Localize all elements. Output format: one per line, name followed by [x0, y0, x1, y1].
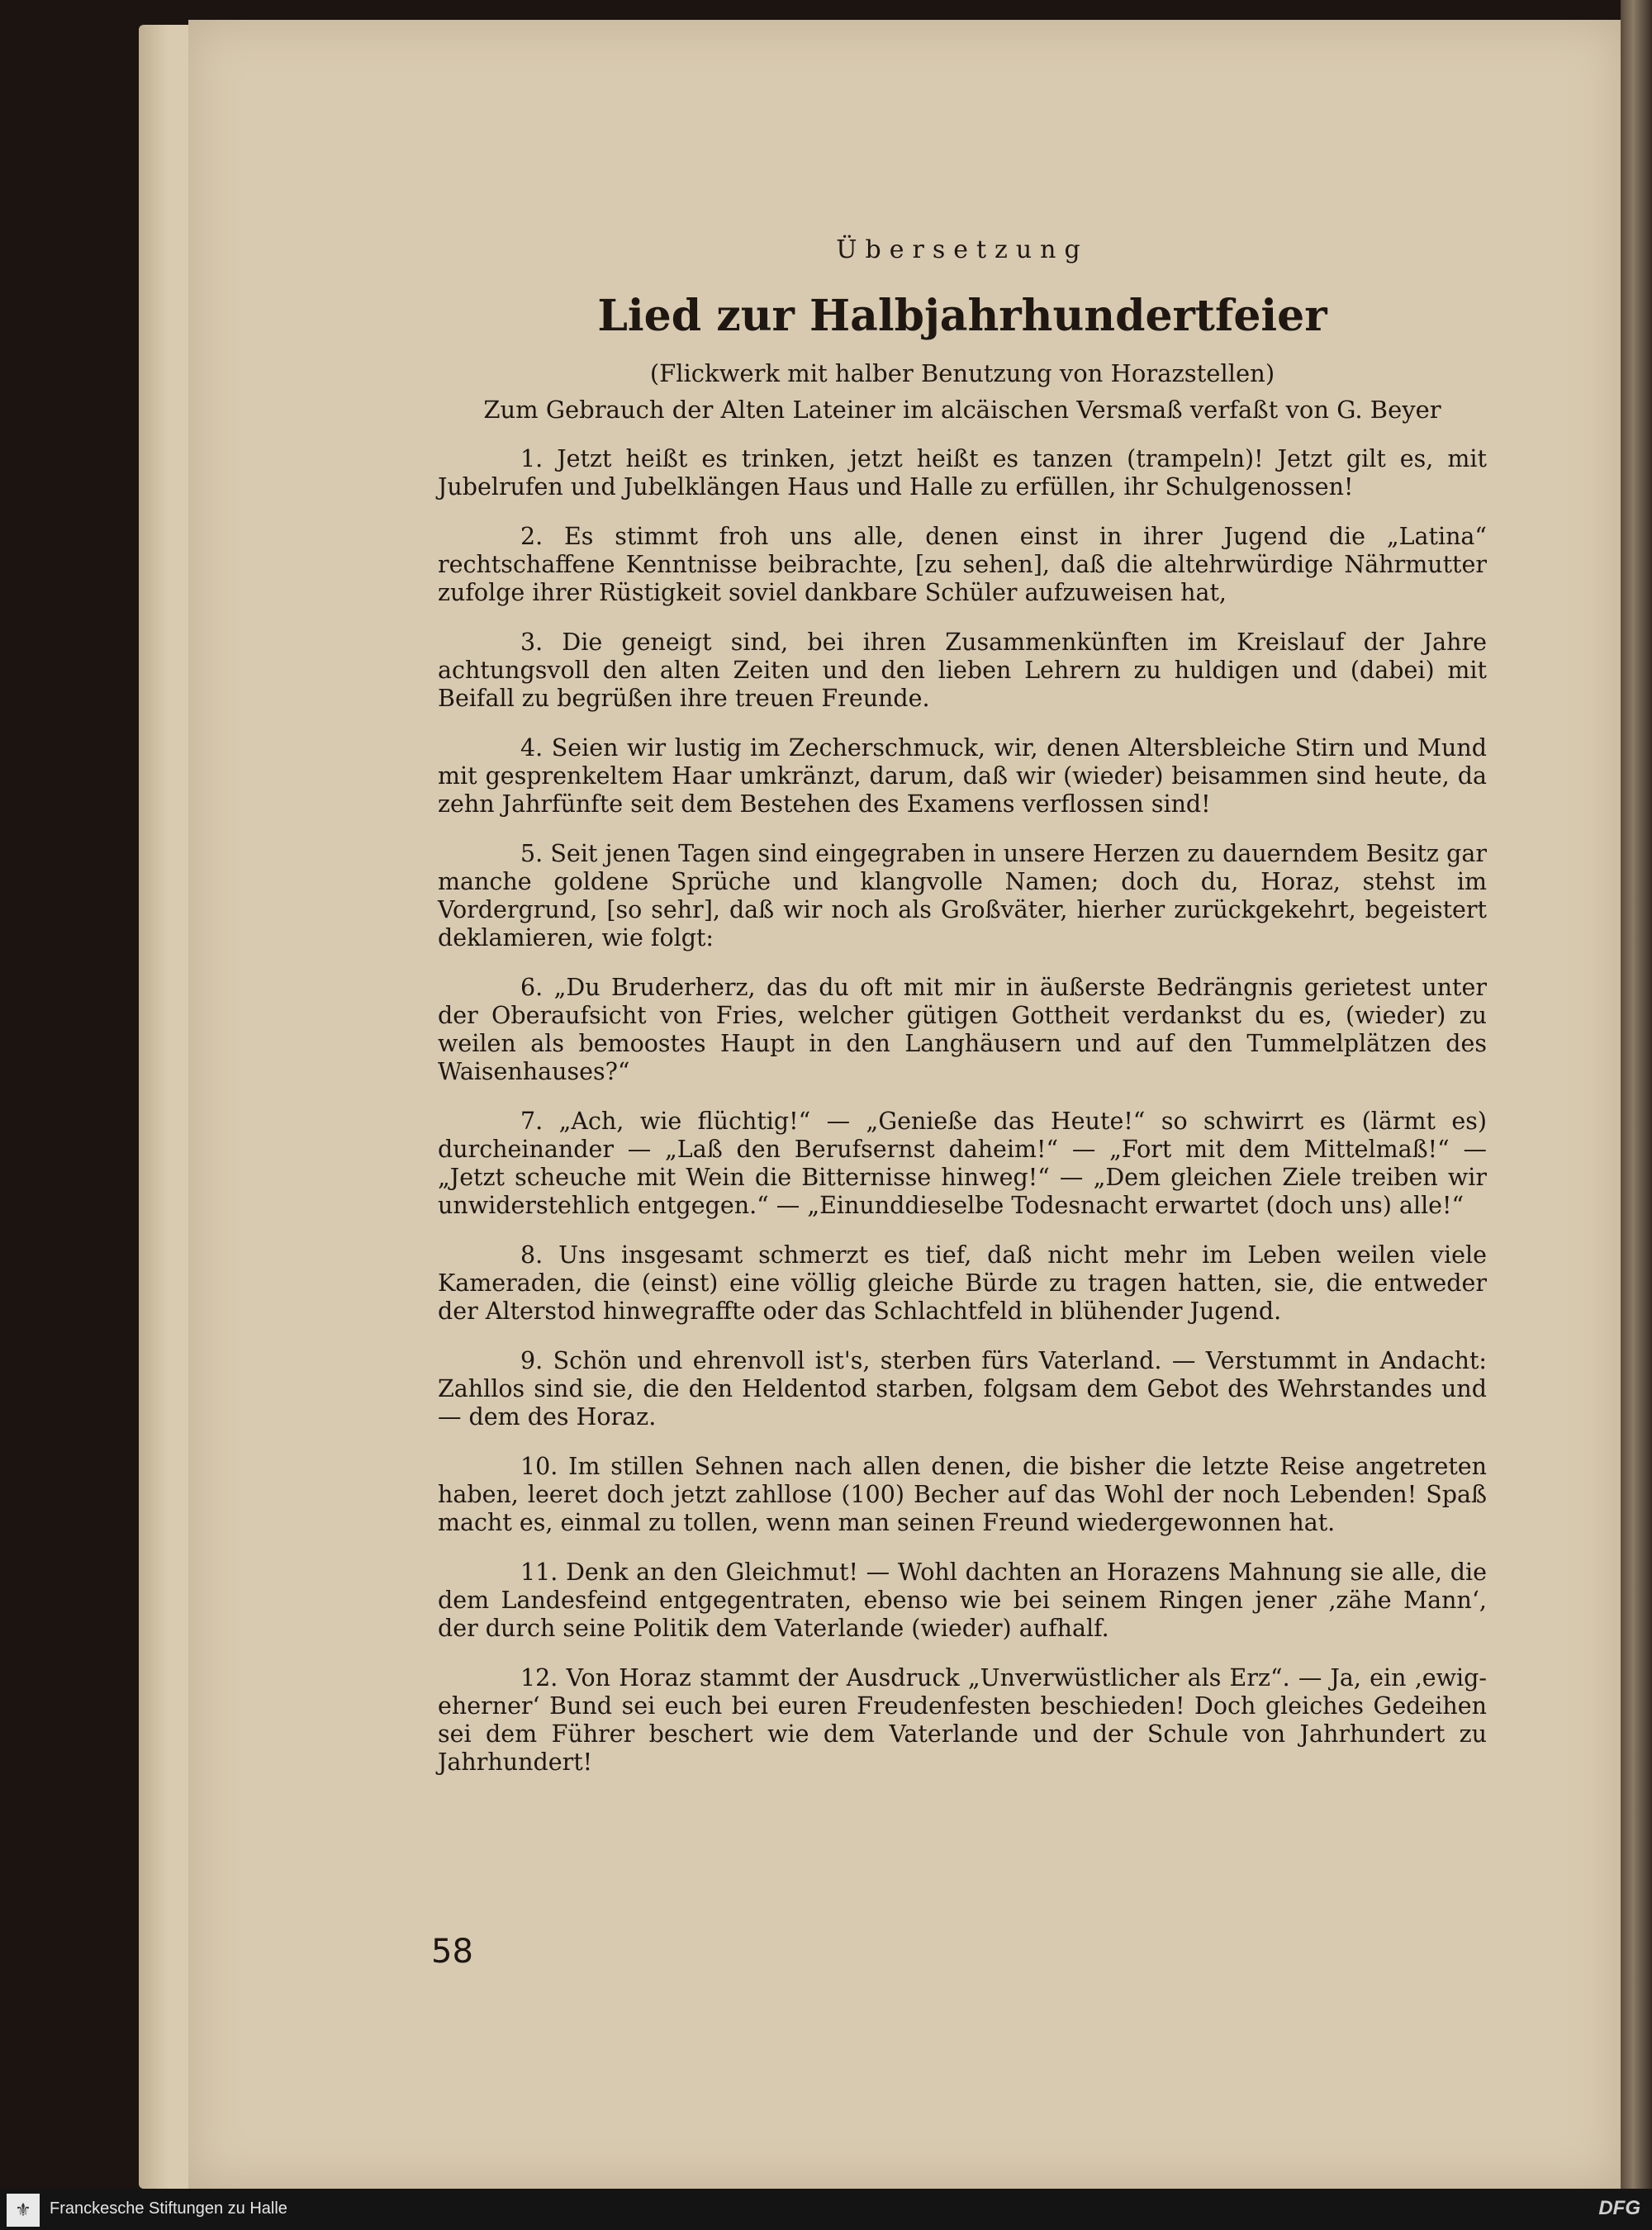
stanza-5: 5. Seit jenen Tagen sind eingegraben in unsere Herzen zu dauerndem Besitz gar manche goldene Sprüche und klangvolle Namen; doch du, Horaz, stehst im Vordergrund, [so sehr], daß wir noch als Großväter, hierher zurückgekehrt, begeistert deklamieren, wie folgt:	[438, 840, 1487, 951]
stanza-3: 3. Die geneigt sind, bei ihren Zusammenkünften im Kreislauf der Jahre achtungsvoll den alten Zeiten und den lieben Lehrern zu huldigen und (dabei) mit Beifall zu begrüßen ihre treuen Freunde.	[438, 629, 1487, 712]
institution-name[interactable]: Franckesche Stiftungen zu Halle	[50, 2199, 287, 2218]
stanza-8: 8. Uns insgesamt schmerzt es tief, daß nicht mehr im Leben weilen viele Kameraden, die (einst) eine völlig gleiche Bürde zu tragen hatten, sie, die entweder der Alterstod hinwegraffte oder das Schlachtfeld in blühender Jugend.	[438, 1241, 1487, 1325]
stanza-7: 7. „Ach, wie flüchtig!“ — „Genieße das Heute!“ so schwirrt es (lärmt es) durcheinander — „Laß den Berufsernst daheim!“ — „Fort mit dem Mittelmaß!“ — „Jetzt scheuche mit Wein die Bitternisse hinweg!“ — „Dem gleichen Ziele treiben wir unwiderstehlich entgegen.“ — „Einunddieselbe Todesnacht erwartet (doch uns) alle!“	[438, 1108, 1487, 1219]
dfg-logo[interactable]: DFG	[1598, 2197, 1640, 2219]
page-text	[438, 235, 1487, 1798]
stanza-1: 1. Jetzt heißt es trinken, jetzt heißt es tanzen (trampeln)! Jetzt gilt es, mit Jubelrufen und Jubelklängen Haus und Halle zu erfüllen, ihr Schulgenossen!	[438, 445, 1487, 501]
stanza-2: 2. Es stimmt froh uns alle, denen einst in ihrer Jugend die „Latina“ rechtschaffene Kenntnisse beibrachte, [zu sehen], daß die altehrwürdige Nährmutter zufolge ihrer Rüstigkeit soviel dankbare Schüler aufzuweisen hat,	[438, 523, 1487, 606]
stanza-9: 9. Schön und ehrenvoll ist's, sterben fürs Vaterland. — Verstummt in Andacht: Zahllos sind sie, die den Heldentod starben, folgsam dem Gebot des Wehrstandes und — dem des Horaz.	[438, 1347, 1487, 1431]
stanza-11: 11. Denk an den Gleichmut! — Wohl dachten an Horazens Mahnung sie alle, die dem Landesfeind entgegentraten, ebenso wie bei seinem Ringen jener ‚zähe Mann‘, der durch seine Politik dem Vaterlande (wieder) aufhalf.	[438, 1559, 1487, 1642]
page-number: 58	[431, 1933, 473, 1971]
book-spine-strip	[1621, 0, 1652, 2189]
stanza-4: 4. Seien wir lustig im Zecherschmuck, wir, denen Altersbleiche Stirn und Mund mit gesprenkeltem Haar umkränzt, darum, daß wir (wieder) beisammen sind heute, da zehn Jahrfünfte seit dem Bestehen des Examens verflossen sind!	[438, 734, 1487, 818]
page-title: Lied zur Halbjahrhundertfeier	[597, 291, 1327, 341]
page-subtitle: (Flickwerk mit halber Benutzung von Horazstellen)	[649, 359, 1275, 387]
dedication-line: Zum Gebrauch der Alten Lateiner im alcäischen Versmaß verfaßt von G. Beyer	[483, 396, 1441, 424]
section-kicker: Übersetzung	[836, 235, 1089, 264]
stanza-12: 12. Von Horaz stammt der Ausdruck „Unverwüstlicher als Erz“. — Ja, ein ‚ewig-eherner‘ Bund sei euch bei euren Freudenfesten beschieden! Doch gleiches Gedeihen sei dem Führer beschert wie dem Vaterlande und der Schule von Jahrhundert zu Jahrhundert!	[438, 1664, 1487, 1776]
stanza-6: 6. „Du Bruderherz, das du oft mit mir in äußerste Bedrängnis gerietest unter der Oberaufsicht von Fries, welcher gütigen Gottheit verdankst du es, (wieder) zu weilen als bemoostes Haupt in den Langhäusern und auf den Tummelplätzen des Waisenhauses?“	[438, 974, 1487, 1085]
stanza-10: 10. Im stillen Sehnen nach allen denen, die bisher die letzte Reise angetreten haben, leeret doch jetzt zahllose (100) Becher auf das Wohl der noch Lebenden! Spaß macht es, einmal zu tollen, wenn man seinen Freund wiedergewonnen hat.	[438, 1453, 1487, 1536]
viewer-footer	[0, 2189, 1652, 2230]
francke-logo-icon: ⚜	[7, 2194, 40, 2227]
